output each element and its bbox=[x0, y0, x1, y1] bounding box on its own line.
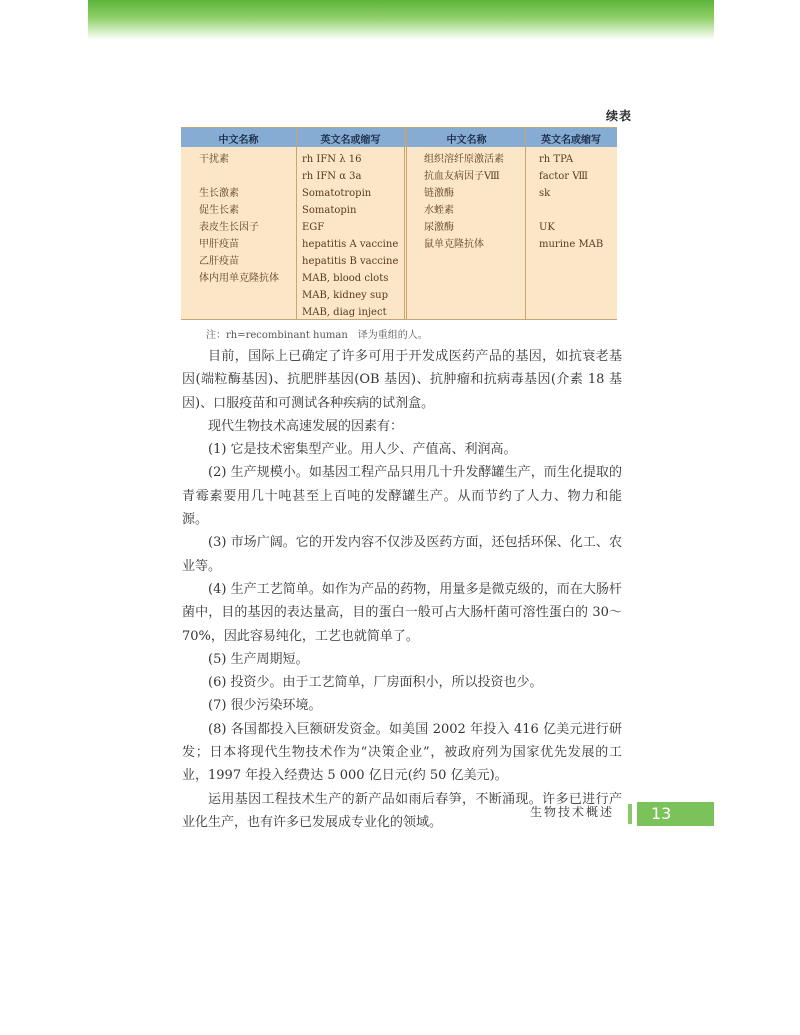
header-en-name-left: 英文名或缩写 bbox=[320, 135, 381, 146]
table-cell: UK bbox=[539, 222, 555, 233]
right-en-column bbox=[539, 151, 603, 253]
table-cell: 水蛭素 bbox=[424, 205, 454, 216]
left-en-column bbox=[302, 151, 398, 321]
paragraph: (3) 市场广阔。它的开发内容不仅涉及医药方面，还包括环保、化工、农业等。 bbox=[182, 535, 622, 574]
paragraph: (6) 投资少。由于工艺简单，厂房面积小，所以投资也少。 bbox=[208, 675, 543, 691]
table-header-row bbox=[181, 128, 617, 147]
table-cell: 甲肝疫苗 bbox=[199, 239, 239, 250]
continued-table-label: 续表 bbox=[605, 109, 632, 123]
table-cell: 组织溶纤原激活素 bbox=[424, 154, 504, 165]
table-cell: rh IFN α 3a bbox=[302, 171, 362, 182]
table-cell: MAB, kidney sup bbox=[302, 290, 388, 301]
table-cell: 尿激酶 bbox=[424, 222, 454, 233]
top-header-band bbox=[88, 0, 714, 40]
table-cell: rh IFN λ 16 bbox=[302, 154, 362, 165]
page-number: 13 bbox=[637, 802, 714, 826]
paragraph: 运用基因工程技术生产的新产品如雨后春笋，不断涌现。许多已进行产业化生产，也有许多已发展成专业化的领域。 bbox=[182, 791, 622, 830]
table-cell bbox=[199, 168, 279, 185]
table-cell: hepatitis A vaccine bbox=[302, 239, 399, 250]
table-cell: Somatotropin bbox=[302, 188, 372, 199]
table-cell: Somatopin bbox=[302, 205, 357, 216]
paragraph: 目前，国际上已确定了许多可用于开发成医药产品的基因，如抗衰老基因(端粒酶基因)、抗肥胖基因(OB 基因)、抗肿瘤和抗病毒基因(介素 18 基因)、口服疫苗和可测试各种疾病的试剂盒。 bbox=[182, 349, 622, 411]
header-cn-name-right: 中文名称 bbox=[446, 135, 487, 146]
body-text bbox=[182, 345, 622, 834]
table-cell: MAB, blood clots bbox=[302, 273, 389, 284]
table-cell bbox=[199, 287, 279, 304]
table-cell: 生长激素 bbox=[199, 188, 239, 199]
paragraph: (5) 生产周期短。 bbox=[208, 651, 309, 667]
paragraph: (7) 很少污染环境。 bbox=[208, 698, 322, 714]
table-cell: 干扰素 bbox=[199, 154, 229, 165]
table-cell: 鼠单克隆抗体 bbox=[424, 239, 484, 250]
table-cell: rh TPA bbox=[539, 154, 574, 165]
table-cell: MAB, diag inject bbox=[302, 307, 387, 318]
paragraph: (8) 各国都投入巨额研发资金。如美国 2002 年投入 416 亿美元进行研发；日本将现代生物技术作为“决策企业”，被政府列为国家优先发展的工业，1997 年投入经费达 5 000 亿日元(约 50 亿美元)。 bbox=[182, 721, 622, 784]
table-cell: factor Ⅷ bbox=[539, 171, 589, 182]
table-footnote: 注：rh=recombinant human 译为重组的人。 bbox=[206, 330, 428, 341]
column-divider bbox=[525, 128, 526, 319]
table-cell: EGF bbox=[302, 222, 325, 233]
column-divider bbox=[296, 128, 297, 319]
header-en-name-right: 英文名或缩写 bbox=[541, 135, 601, 146]
footer-accent-bar bbox=[628, 804, 632, 824]
table-cell: 链激酶 bbox=[424, 188, 454, 199]
table-cell: murine MAB bbox=[539, 239, 604, 250]
paragraph: 现代生物技术高速发展的因素有： bbox=[208, 418, 404, 434]
table-cell: 乙肝疫苗 bbox=[199, 256, 239, 267]
right-cn-column bbox=[424, 151, 504, 253]
paragraph: (2) 生产规模小。如基因工程产品只用几十升发酵罐生产，而生化提取的青霉素要用几十吨甚至上百吨的发酵罐生产。从而节约了人力、物力和能源。 bbox=[182, 465, 622, 528]
table-cell: sk bbox=[539, 188, 551, 199]
table-cell: hepatitis B vaccine bbox=[302, 256, 399, 267]
paragraph: (4) 生产工艺简单。如作为产品的药物，用量多是微克级的，而在大肠杆菌中，目的基因的表达量高，目的蛋白一般可占大肠杆菌可溶性蛋白的 30～70%，因此容易纯化，工艺也就简单了。 bbox=[182, 581, 622, 644]
table-cell bbox=[539, 202, 603, 219]
center-double-divider bbox=[404, 128, 407, 319]
terms-table bbox=[181, 127, 617, 320]
header-cn-name-left: 中文名称 bbox=[218, 135, 259, 146]
table-cell bbox=[199, 304, 279, 321]
table-cell: 抗血友病因子Ⅷ bbox=[424, 171, 500, 182]
table-cell: 表皮生长因子 bbox=[199, 222, 259, 233]
left-cn-column bbox=[199, 151, 279, 321]
footer-chapter-title: 生物技术概述 bbox=[530, 805, 615, 819]
paragraph: (1) 它是技术密集型产业。用人少、产值高、利润高。 bbox=[208, 442, 517, 458]
table-cell: 促生长素 bbox=[199, 205, 239, 216]
table-cell: 体内用单克隆抗体 bbox=[199, 273, 279, 284]
